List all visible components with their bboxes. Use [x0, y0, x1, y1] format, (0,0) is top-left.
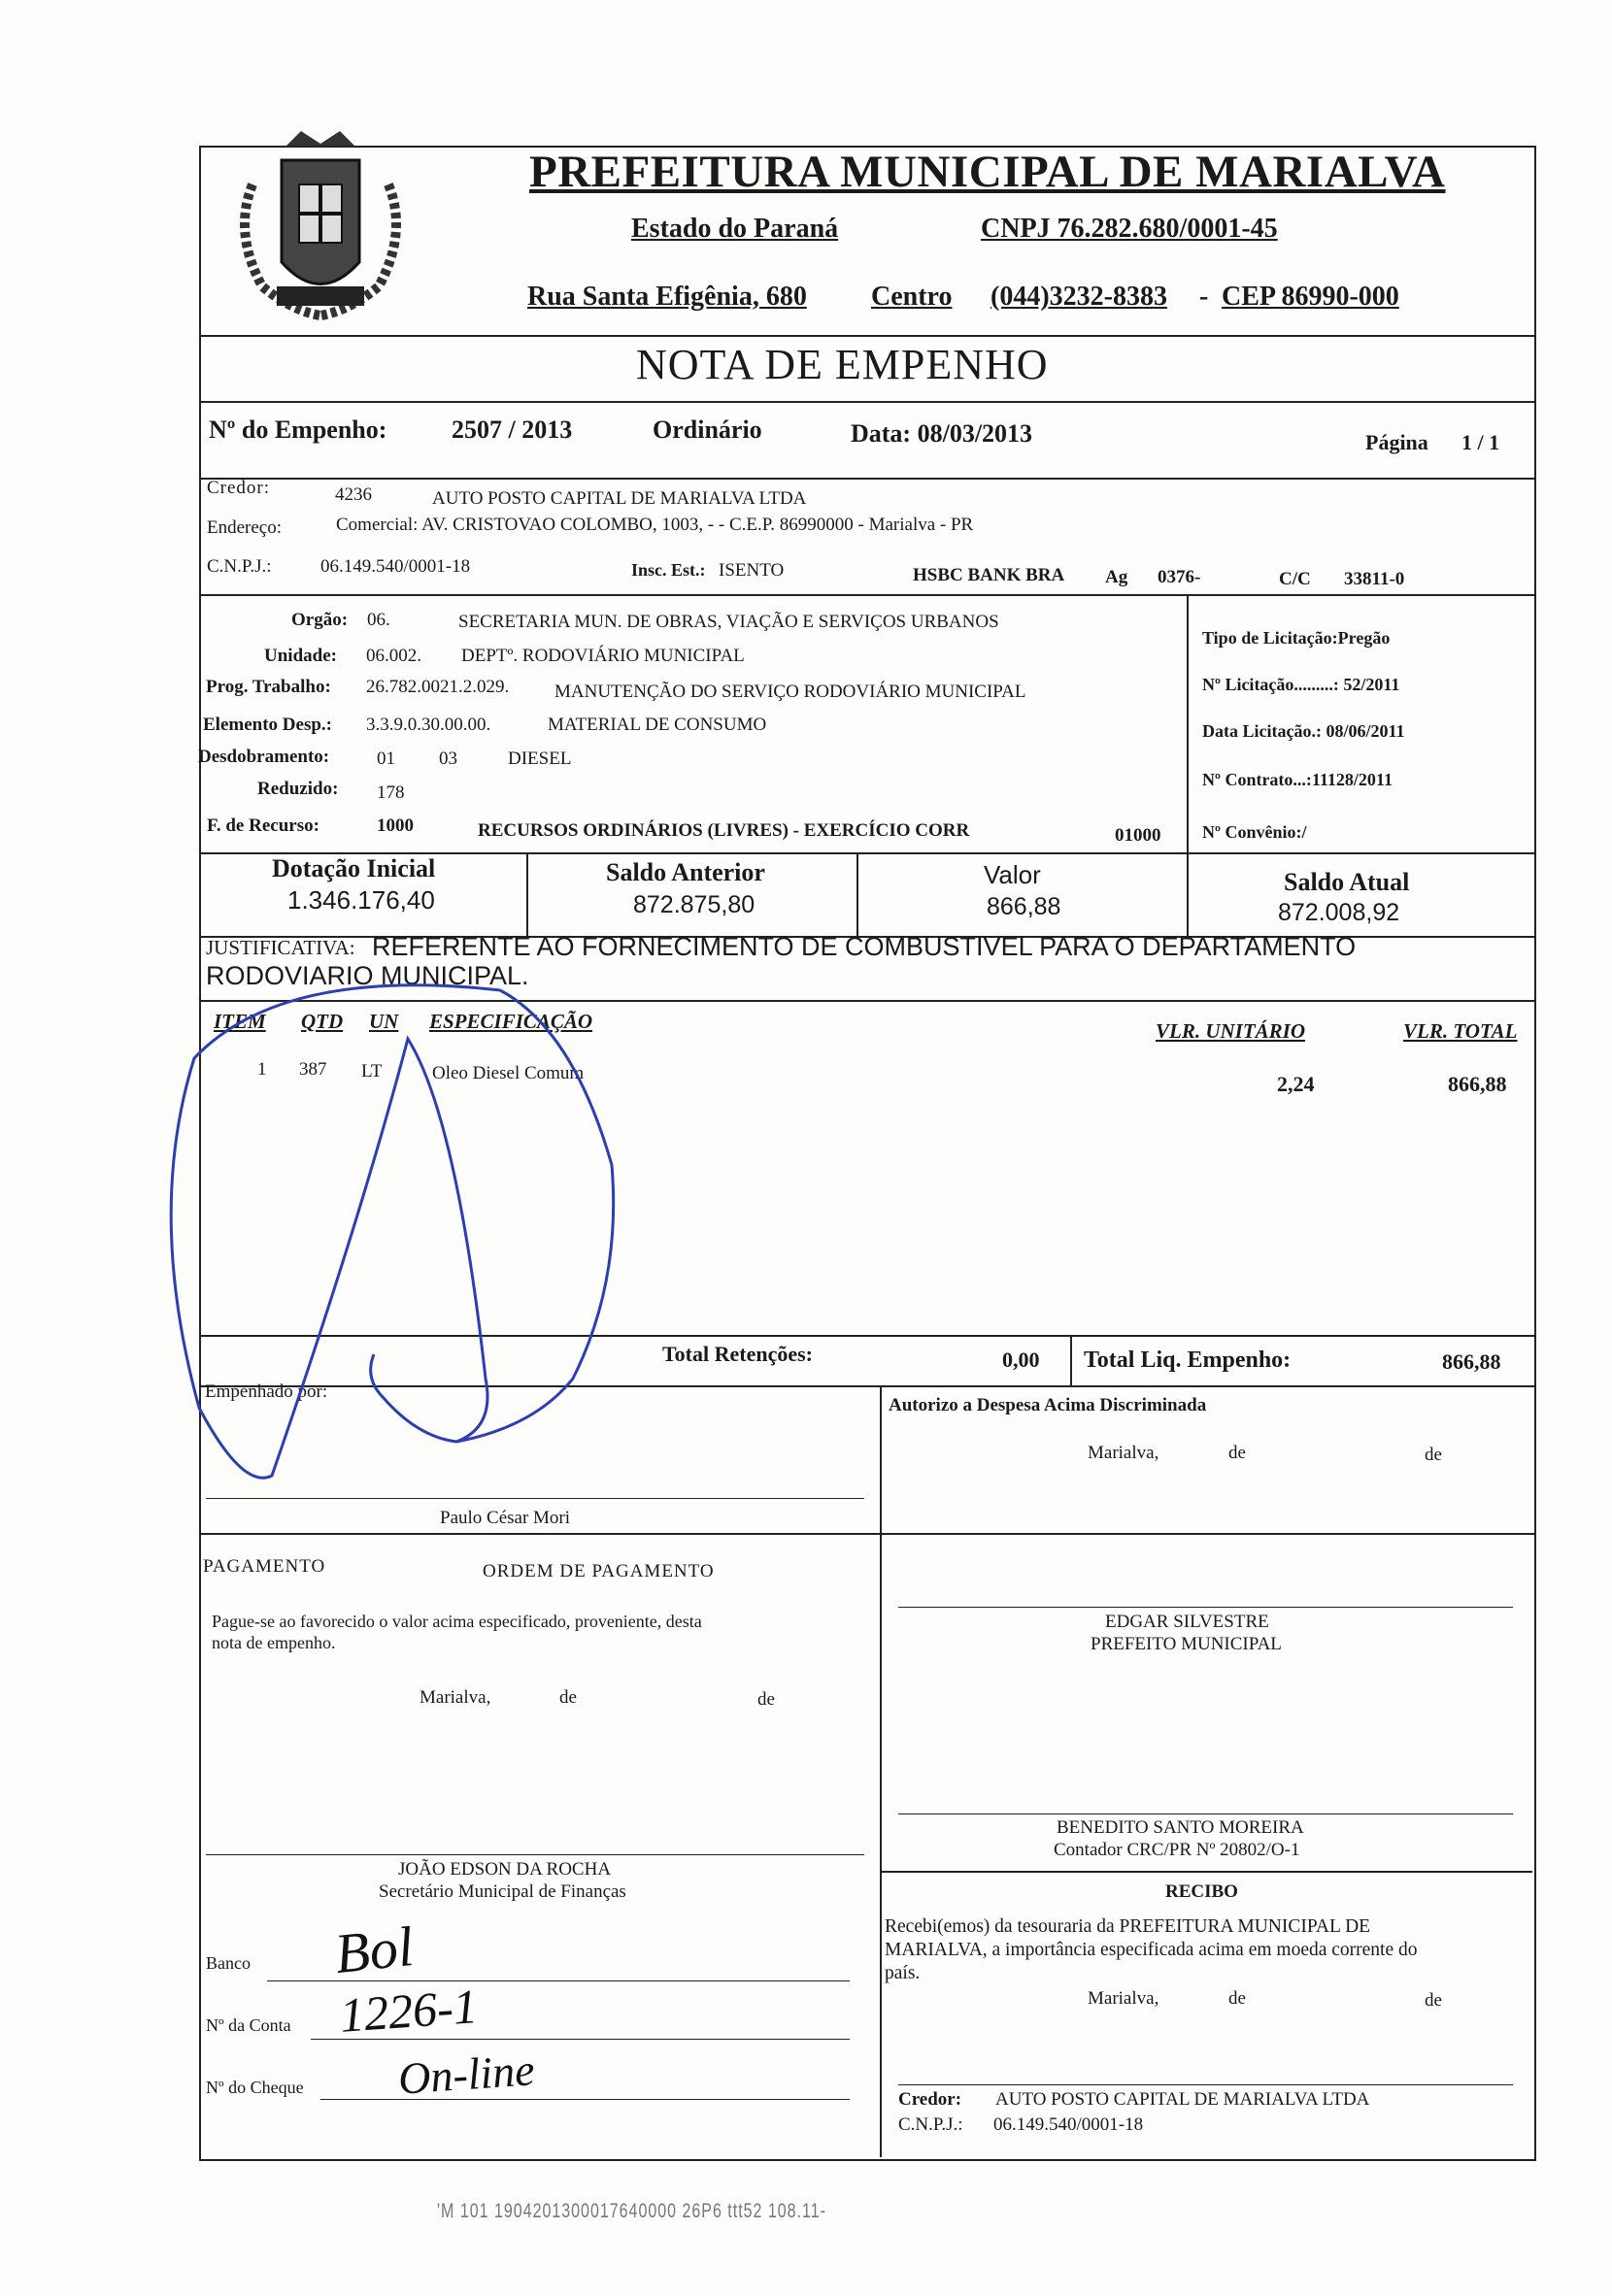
prog-code: 26.782.0021.2.029. — [366, 677, 510, 697]
autorizo-de-1: de — [1228, 1443, 1246, 1463]
desdobramento-label: Desdobramento: — [198, 747, 330, 767]
credor-cnpj: 06.149.540/0001-18 — [320, 556, 471, 577]
pagamento-text-1: Pague-se ao favorecido o valor acima especificado, proveniente, desta — [212, 1612, 702, 1631]
recibo-text-2: MARIALVA, a importância especificada acima em moeda corrente do — [885, 1940, 1418, 1960]
account-label: C/C — [1279, 569, 1311, 589]
pagamento-city: Marialva, — [420, 1687, 491, 1708]
unidade-code: 06.002. — [366, 646, 421, 666]
row-total-value: 866,88 — [1448, 1072, 1507, 1096]
divider — [880, 1385, 882, 1533]
saldo-anterior-value: 872.875,80 — [633, 891, 756, 918]
col-total-header: VLR. TOTAL — [1403, 1019, 1518, 1043]
recibo-cnpj: 06.149.540/0001-18 — [993, 2114, 1144, 2135]
recibo-credor: AUTO POSTO CAPITAL DE MARIALVA LTDA — [995, 2089, 1370, 2110]
unidade-name: DEPTº. RODOVIÁRIO MUNICIPAL — [461, 646, 745, 666]
unidade-label: Unidade: — [264, 646, 337, 666]
valor-value: 866,88 — [987, 893, 1061, 920]
orgao-code: 06. — [367, 610, 390, 630]
total-liquido-value: 866,88 — [1442, 1349, 1501, 1374]
saldo-anterior-label: Saldo Anterior — [606, 858, 765, 886]
conta-handwriting: 1226-1 — [338, 1979, 480, 2043]
recurso-number: 01000 — [1115, 825, 1161, 846]
recurso-name: RECURSOS ORDINÁRIOS (LIVRES) - EXERCÍCIO CORR — [478, 820, 970, 841]
document-title: NOTA DE EMPENHO — [636, 341, 1049, 388]
divider — [526, 852, 528, 938]
reduzido-label: Reduzido: — [257, 779, 339, 799]
credor-code: 4236 — [335, 484, 372, 505]
empenho-date: Data: 08/03/2013 — [851, 419, 1033, 448]
page-label: Página — [1365, 430, 1428, 454]
recibo-text-3: país. — [885, 1963, 921, 1983]
dotacao-label: Dotação Inicial — [272, 854, 436, 882]
banco-handwriting: Bol — [331, 1913, 417, 1986]
contrato-numero: Nº Contrato...:11128/2011 — [1202, 770, 1393, 789]
agency-number: 0376- — [1158, 567, 1201, 587]
pagamento-de-1: de — [559, 1687, 577, 1708]
row-item: 1 — [257, 1059, 267, 1080]
autorizo-label: Autorizo a Despesa Acima Discriminada — [889, 1395, 1207, 1415]
licitacao-data: Data Licitação.: 08/06/2011 — [1202, 721, 1405, 741]
total-liquido-label: Total Liq. Empenho: — [1084, 1348, 1292, 1373]
divider — [199, 594, 1534, 596]
elemento-code: 3.3.9.0.30.00.00. — [366, 715, 491, 735]
cep-label: CEP 86990-000 — [1222, 282, 1399, 312]
signature-line — [898, 1607, 1513, 1608]
divider — [1070, 1335, 1072, 1385]
recibo-credor-label: Credor: — [898, 2089, 962, 2110]
recibo-city: Marialva, — [1088, 1988, 1159, 2009]
orgao-name: SECRETARIA MUN. DE OBRAS, VIAÇÃO E SERVIÇOS URBANOS — [458, 612, 999, 632]
recibo-label: RECIBO — [1165, 1881, 1238, 1902]
divider — [856, 852, 858, 938]
col-unit-header: VLR. UNITÁRIO — [1156, 1019, 1306, 1043]
convenio-numero: Nº Convênio:/ — [1202, 822, 1307, 842]
credor-address: Comercial: AV. CRISTOVAO COLOMBO, 1003, - - C.E.P. 86990000 - Marialva - PR — [336, 515, 974, 535]
conta-label: Nº da Conta — [206, 2015, 291, 2035]
phone-label: (044)3232-8383 — [991, 282, 1167, 312]
divider — [199, 335, 1534, 337]
empenho-number: 2507 / 2013 — [452, 416, 573, 444]
street-label: Rua Santa Efigênia, 680 — [527, 282, 807, 312]
recibo-cnpj-label: C.N.P.J.: — [898, 2114, 963, 2135]
licitacao-tipo: Tipo de Licitação:Pregão — [1202, 628, 1391, 648]
ordem-pagamento-label: ORDEM DE PAGAMENTO — [483, 1561, 715, 1581]
district-label: Centro — [871, 282, 953, 312]
contador-nome: BENEDITO SANTO MOREIRA — [1057, 1817, 1304, 1838]
empenho-number-label: Nº do Empenho: — [209, 416, 387, 444]
divider — [1187, 594, 1189, 854]
autorizo-de-2: de — [1425, 1445, 1442, 1465]
divider — [880, 1871, 1532, 1873]
agency-label: Ag — [1105, 567, 1128, 587]
justificativa-line-1: REFERENTE AO FORNECIMENTO DE COMBUSTIVEL PARA O DEPARTAMENTO — [372, 932, 1357, 961]
credor-name: AUTO POSTO CAPITAL DE MARIALVA LTDA — [432, 488, 807, 509]
prefeito-nome: EDGAR SILVESTRE — [1105, 1612, 1269, 1632]
justificativa-line-2: RODOVIARIO MUNICIPAL. — [206, 961, 529, 990]
divider — [880, 1533, 882, 2157]
divider — [199, 478, 1534, 480]
insc-value: ISENTO — [719, 560, 785, 581]
col-qtd-header: QTD — [301, 1010, 344, 1033]
row-unit-value: 2,24 — [1277, 1072, 1315, 1096]
recurso-label: F. de Recurso: — [207, 815, 319, 836]
desdobramento-b: 03 — [439, 749, 457, 769]
state-label: Estado do Paraná — [631, 214, 839, 244]
cheque-handwriting: On-line — [396, 2045, 537, 2104]
bank-name: HSBC BANK BRA — [913, 565, 1065, 585]
insc-label: Insc. Est.: — [631, 560, 706, 580]
page-number: 1 / 1 — [1461, 430, 1500, 454]
account-number: 33811-0 — [1344, 569, 1405, 589]
elemento-label: Elemento Desp.: — [203, 715, 332, 735]
desdobramento-a: 01 — [377, 749, 395, 769]
recibo-de-2: de — [1425, 1990, 1442, 2011]
prog-name: MANUTENÇÃO DO SERVIÇO RODOVIÁRIO MUNICIPAL — [554, 682, 1026, 702]
prefeito-cargo: PREFEITO MUNICIPAL — [1091, 1634, 1282, 1654]
divider — [199, 1533, 1534, 1535]
licitacao-numero: Nº Licitação.........: 52/2011 — [1202, 675, 1400, 694]
row-un: LT — [361, 1061, 383, 1081]
recurso-code: 1000 — [377, 815, 414, 836]
col-espec-header: ESPECIFICAÇÃO — [429, 1010, 593, 1033]
col-un-header: UN — [369, 1010, 399, 1033]
row-qtd: 387 — [299, 1059, 327, 1080]
retencoes-label: Total Retenções: — [662, 1342, 813, 1366]
blue-ink-signature — [165, 971, 670, 1514]
valor-label: Valor — [984, 860, 1041, 889]
recibo-de-1: de — [1228, 1988, 1246, 2009]
dotacao-value: 1.346.176,40 — [287, 885, 435, 915]
pagamento-text-2: nota de empenho. — [212, 1633, 336, 1652]
empenhado-nome: Paulo César Mori — [440, 1508, 571, 1528]
col-item-header: ITEM — [214, 1010, 266, 1033]
autorizo-city: Marialva, — [1088, 1443, 1159, 1463]
secretario-nome: JOÃO EDSON DA ROCHA — [398, 1859, 612, 1880]
justificativa-label: JUSTIFICATIVA: — [206, 936, 355, 959]
empenho-type: Ordinário — [653, 416, 762, 444]
municipality-title: PREFEITURA MUNICIPAL DE MARIALVA — [529, 147, 1446, 197]
reduzido-value: 178 — [377, 782, 405, 803]
cnpj-label: CNPJ 76.282.680/0001-45 — [981, 214, 1278, 244]
orgao-label: Orgão: — [291, 610, 349, 630]
contador-cargo: Contador CRC/PR Nº 20802/O-1 — [1054, 1840, 1300, 1860]
saldo-atual-value: 872.008,92 — [1278, 899, 1400, 926]
signature-line — [898, 2084, 1513, 2085]
prog-label: Prog. Trabalho: — [206, 677, 331, 697]
pagamento-de-2: de — [757, 1689, 775, 1710]
recibo-text-1: Recebi(emos) da tesouraria da PREFEITURA MUNICIPAL DE — [885, 1916, 1371, 1937]
row-espec: Oleo Diesel Comum — [432, 1063, 585, 1083]
elemento-name: MATERIAL DE CONSUMO — [548, 715, 767, 735]
address-label: Endereço: — [207, 517, 283, 538]
empenhado-label: Empenhado por: — [205, 1381, 328, 1402]
credor-label: Credor: — [207, 478, 271, 498]
footer-barcode-text: 'M 101 1904201300017640000 26P6 ttt52 108.11- — [437, 2201, 826, 2223]
retencoes-value: 0,00 — [1002, 1348, 1040, 1372]
signature-line — [206, 1854, 864, 1855]
credor-cnpj-label: C.N.P.J.: — [207, 556, 272, 577]
divider — [1187, 852, 1189, 938]
secretario-cargo: Secretário Municipal de Finanças — [379, 1881, 626, 1902]
cheque-label: Nº do Cheque — [206, 2078, 304, 2097]
saldo-atual-label: Saldo Atual — [1284, 868, 1410, 896]
banco-label: Banco — [206, 1953, 251, 1973]
desdobramento-name: DIESEL — [508, 749, 572, 769]
coat-of-arms-logo — [233, 126, 408, 325]
pagamento-label: PAGAMENTO — [203, 1556, 326, 1577]
divider — [199, 401, 1534, 403]
header-dash: - — [1199, 282, 1209, 312]
